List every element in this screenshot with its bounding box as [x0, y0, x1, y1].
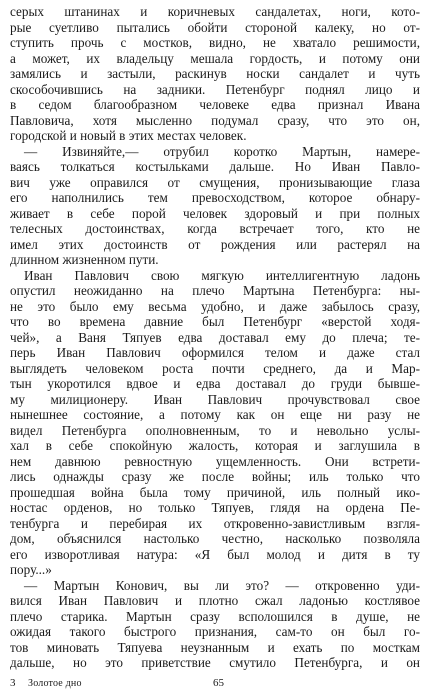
text-line: Иван Павлович свою мягкую интеллигентную ладонь — [24, 267, 420, 283]
text-line: ожидая такого быстрого признания, сам-то он был го- — [10, 624, 420, 639]
text-line: тов миновать Тяпуева неузнанным и ехать по мосткам — [10, 639, 420, 655]
text-line: нем давнюю ревностную ущемленность. Они встрети- — [10, 453, 420, 469]
text-line: вился Иван Павлович и плотно сжал ладонью костлявое — [10, 593, 420, 608]
text-line: вич уже оправился от смущения, пронизывающие глаза — [10, 174, 420, 190]
text-line: имел этих достоинств от рождения или растерял на — [10, 236, 420, 252]
text-line: в седом благообразном человеке едва признал Ивана — [10, 97, 420, 112]
text-line: пору...» — [10, 562, 52, 577]
text-line: его изворотливая натура: «Я был молод и дитя в ту — [10, 546, 420, 562]
signature-title: Золотое дно — [28, 678, 82, 689]
text-line: лись однажды сразу же после войны; иль только что — [10, 469, 420, 484]
text-line: ступить прочь с мостков, видно, не хватало решимости, — [10, 35, 420, 50]
text-line: скособочившись на задники. Петенбург поднял лицо и — [10, 81, 420, 97]
text-line: городской и новый в этих местах человек. — [10, 128, 247, 143]
text-line: выглядеть человеком роста почти среднего, да и Мар- — [10, 360, 420, 376]
text-line: телесных достоинствах, когда встречает того, кто не — [10, 221, 420, 236]
text-line: му милиционеру. Иван Павлович прочувствовал свое — [10, 391, 420, 407]
text-line: а может, их владельцу мешала гордость, и потому они — [10, 50, 420, 66]
page-number: 65 — [213, 677, 224, 689]
body-text — [10, 4, 420, 671]
text-line: прошедшая война была тому причиной, иль полный ико- — [10, 484, 420, 500]
book-page — [10, 4, 420, 674]
text-line: чей», а Ваня Тяпуев едва доставал ему до плеча; те- — [10, 329, 420, 345]
text-line: хал в себе спокойную жалость, которая и заглушила в — [10, 438, 420, 453]
text-line: длинном жизненном пути. — [10, 252, 159, 267]
text-line: замялись и застыли, раскинув носки сандалет и чуть — [10, 66, 420, 81]
text-line: живает в себе порой человек здоровый и при полных — [10, 205, 420, 221]
text-line: плечо старика. Мартын сразу всполошился в душе, не — [10, 608, 420, 624]
text-line: перь Иван Павлович оформился телом и даже стал — [10, 345, 420, 360]
text-line: рые суетливо пытались обойти стороной калеку, но от- — [10, 19, 420, 35]
text-line: дальше, но это приветствие смутило Петенбурга, и он — [10, 655, 420, 670]
signature-mark: 3 — [10, 677, 16, 689]
text-line: тенбурга и перебирая их откровенно-завистливым взгля- — [10, 515, 420, 531]
text-line: дом, объяснился настолько честно, насколько позволяла — [10, 531, 420, 546]
text-line: нынешнее состояние, а потому как он еще ни разу не — [10, 407, 420, 422]
text-line: — Мартын Конович, вы ли это? — откровенно уди- — [24, 577, 420, 593]
text-line: не это было ему весьма удобно, и даже забылось сразу, — [10, 298, 420, 314]
page-footer — [10, 676, 420, 690]
text-line: серых штанинах и коричневых сандалетах, ноги, кото- — [10, 4, 420, 19]
text-line: видел Петенбурга ополновненным, то и невольно услы- — [10, 422, 420, 438]
text-line: тын укоротился вдвое и едва доставал до груди бывше- — [10, 376, 420, 391]
text-line: ностас орденов, но только Тяпуев, глядя на ордена Пе- — [10, 500, 420, 515]
text-line: опустил неожиданно на плечо Мартына Петенбурга: ны- — [10, 283, 420, 298]
text-line: Павловича, хотя мысленно подумал сразу, что это он, — [10, 112, 420, 128]
text-line: ваясь толкаться костыльками дальше. Но Иван Павло- — [10, 159, 420, 174]
text-line: его наполнились тем превосходством, которое обнару- — [10, 190, 420, 205]
text-line: — Извиняйте,— отрубил коротко Мартын, намере- — [24, 143, 420, 159]
text-line: что во времена давние был Петенбург «верстой ходя- — [10, 314, 420, 329]
